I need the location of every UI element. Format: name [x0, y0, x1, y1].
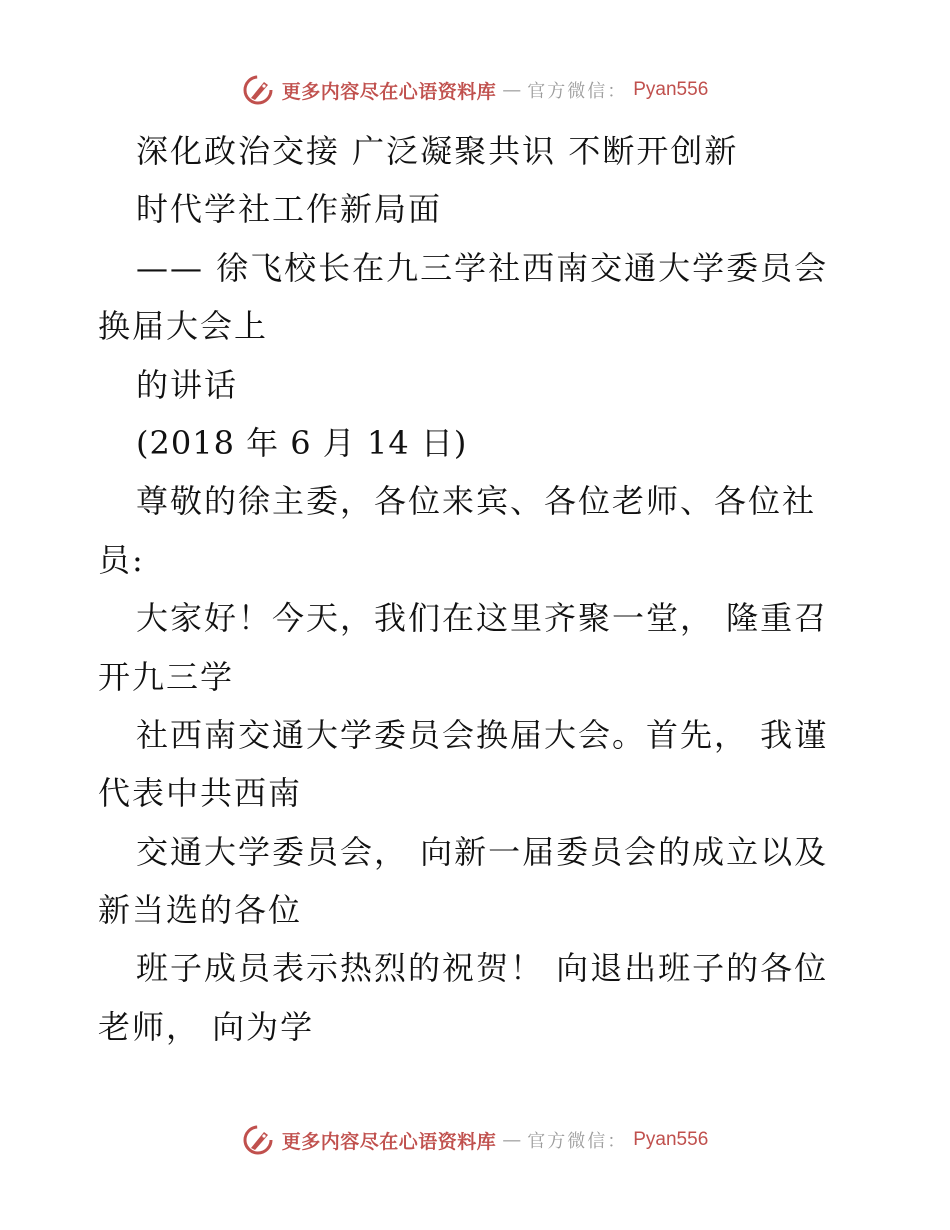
text-line: 的讲话	[136, 365, 239, 404]
header-watermark	[0, 70, 950, 110]
watermark-contact: Pyan556	[633, 79, 709, 100]
pen-nib-swirl-logo-icon	[242, 73, 276, 107]
watermark-contact: Pyan556	[633, 1129, 709, 1150]
footer-watermark	[0, 1120, 950, 1160]
watermark-label: 官方微信：	[527, 81, 628, 102]
date-line: (2018 年 6 月 14 日)	[136, 423, 468, 462]
text-line: 新当选的各位	[98, 891, 303, 930]
text-line: 大家好！今天，我们在这里齐聚一堂， 隆重召	[136, 599, 829, 638]
pen-nib-swirl-logo-icon	[242, 1123, 276, 1157]
text-line: 老师， 向为学	[98, 1007, 315, 1046]
text-line: 班子成员表示热烈的祝贺！ 向退出班子的各位	[136, 949, 829, 988]
watermark-label: 官方微信：	[527, 1131, 628, 1152]
text-line: 换届大会上	[98, 307, 269, 346]
text-line: —— 徐飞校长在九三学社西南交通大学委员会	[136, 248, 829, 287]
watermark-separator: —	[502, 79, 522, 101]
text-line: 开九三学	[98, 657, 235, 696]
text-line: 代表中共西南	[98, 774, 303, 813]
text-line: 深化政治交接 广泛凝聚共识 不断开创新	[136, 132, 739, 170]
text-line: 交通大学委员会， 向新一届委员会的成立以及	[136, 832, 829, 871]
text-line: 尊敬的徐主委，各位来宾、各位老师、各位社	[136, 482, 817, 521]
text-line: 社西南交通大学委员会换届大会。首先， 我谨	[136, 715, 829, 754]
watermark-brand-text: 更多内容尽在心语资料库	[281, 1130, 497, 1153]
watermark-brand-text: 更多内容尽在心语资料库	[281, 80, 497, 103]
text-line: 员:	[98, 540, 145, 579]
document-body	[98, 122, 850, 1056]
text-line: 时代学社工作新局面	[136, 190, 443, 229]
watermark-separator: —	[502, 1129, 522, 1151]
